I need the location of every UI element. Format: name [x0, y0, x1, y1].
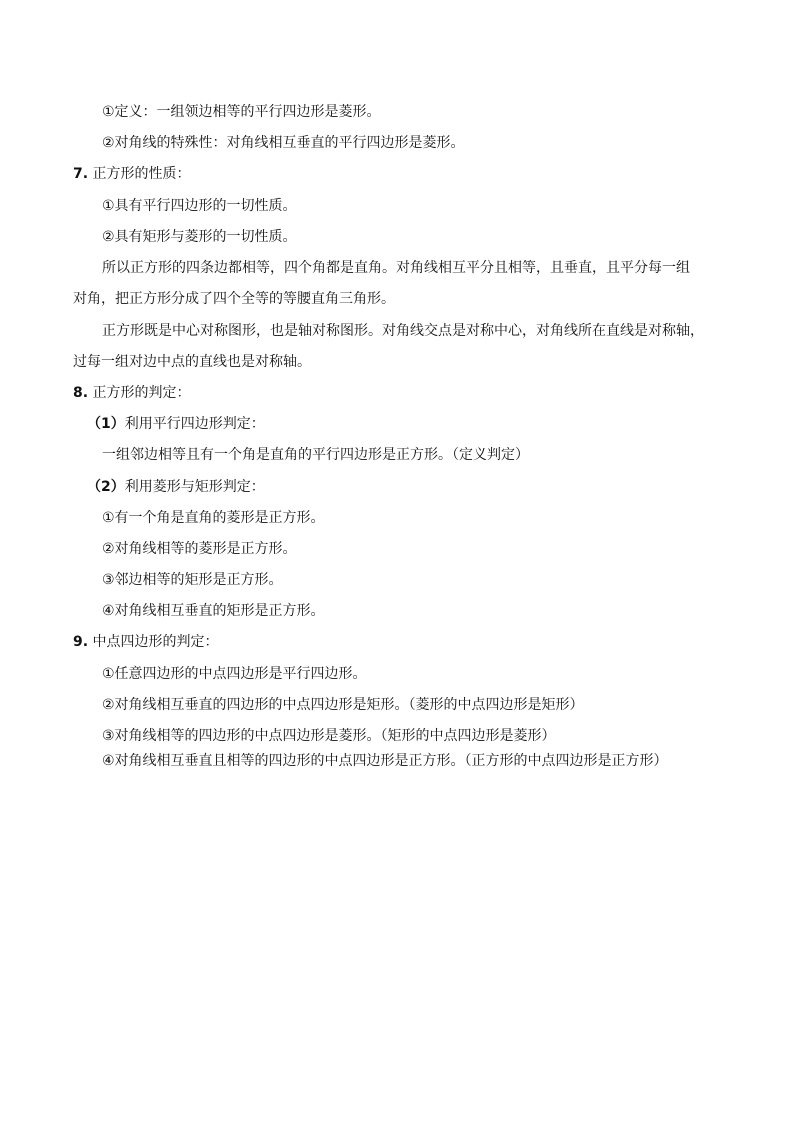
sec7-para2-line1: 正方形既是中心对称图形，也是轴对称图形。对角线交点是对称中心，对角线所在直线是对称轴，: [102, 323, 704, 339]
sec7-number: 7.: [73, 166, 89, 182]
sec8-sub2-item-1: ①有一个角是直角的菱形是正方形。: [102, 510, 325, 526]
sec7-para1-line2: 对角，把正方形分成了四个全等的等腰直角三角形。: [73, 291, 395, 307]
sec8-sub2-item-3: ③邻边相等的矩形是正方形。: [102, 572, 283, 588]
sec8-sub2-number: （2）: [87, 479, 125, 495]
sec8-sub2-title: 利用菱形与矩形判定：: [124, 479, 265, 495]
sec7-title: 正方形的性质：: [92, 166, 191, 182]
sec7-para2-line2: 过每一组对边中点的直线也是对称轴。: [73, 354, 311, 370]
sec7-heading: [73, 165, 191, 183]
sec8-sub2-heading: [87, 478, 265, 496]
sec7-item-2: ②具有矩形与菱形的一切性质。: [102, 229, 297, 245]
sec7-para1-line1: 所以正方形的四条边都相等，四个角都是直角。对角线相互平分且相等，且垂直，且平分每一组: [102, 260, 690, 276]
sec8-sub1-text: 一组邻边相等且有一个角是直角的平行四边形是正方形。（定义判定）: [102, 447, 529, 463]
sec8-sub1-heading: [87, 415, 265, 433]
sec8-heading: [73, 384, 191, 402]
sec7-item-1: ①具有平行四边形的一切性质。: [102, 198, 297, 214]
sec9-item-2: ②对角线相互垂直的四边形的中点四边形是矩形。（菱形的中点四边形是矩形）: [102, 697, 584, 713]
sec8-number: 8.: [73, 385, 89, 401]
sec6-item-1: ①定义：一组领边相等的平行四边形是菱形。: [102, 104, 381, 120]
sec9-heading: [73, 633, 219, 651]
sec8-sub2-item-4: ④对角线相互垂直的矩形是正方形。: [102, 603, 325, 619]
sec8-title: 正方形的判定：: [92, 385, 191, 401]
sec8-sub1-number: （1）: [87, 416, 125, 432]
sec9-title: 中点四边形的判定：: [92, 634, 219, 650]
sec9-number: 9.: [73, 634, 89, 650]
sec6-item-2: ②对角线的特殊性：对角线相互垂直的平行四边形是菱形。: [102, 135, 465, 151]
sec8-sub2-item-2: ②对角线相等的菱形是正方形。: [102, 541, 297, 557]
sec9-item-1: ①任意四边形的中点四边形是平行四边形。: [102, 666, 367, 682]
sec8-sub1-title: 利用平行四边形判定：: [124, 416, 265, 432]
sec9-item-4: ④对角线相互垂直且相等的四边形的中点四边形是正方形。（正方形的中点四边形是正方形）: [102, 753, 668, 769]
sec9-item-3: ③对角线相等的四边形的中点四边形是菱形。（矩形的中点四边形是菱形）: [102, 728, 556, 744]
